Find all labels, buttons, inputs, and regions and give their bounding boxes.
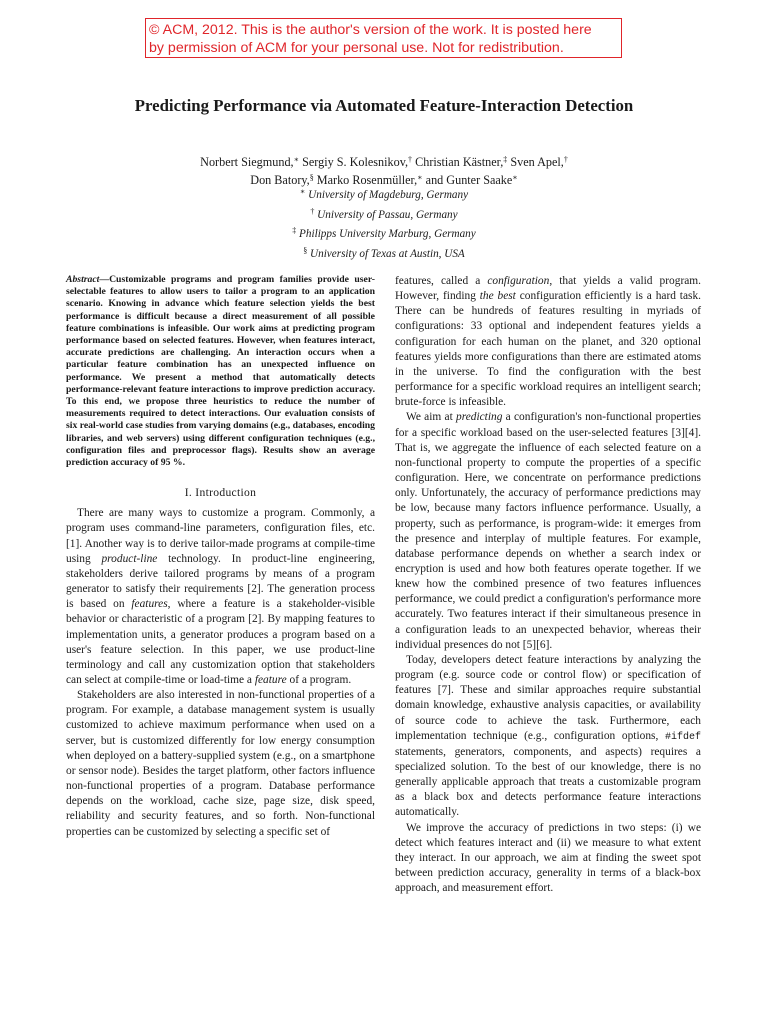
affiliation [0,223,768,243]
emphasis-text: configuration [487,275,550,287]
text-run: a configuration's non-functional properties for a specific workload based on the user-selected features [3][4]. That is, we aggregate the influence of each selected feature on a non-functional property to compute the properties of a specific configuration. Here, we concentrate on performance predictions only. Unfortunately, the accuracy of performance predictions may be low, because many factors influence performance. Usually, a property, such as performance, is program-wide: it emerges from the presence and interplay of multiple features. For example, database performance depends on whether a search index or encryption is used and how both features operate together. If we knew how the combined presence of two features influences performance, we could predict a configuration's performance more accurately. Two features interact if their simultaneous presence in a configuration leads to an unexpected behavior, whereas their individual presences do not [5][6]. [395,411,701,651]
affiliation-text: University of Texas at Austin, USA [310,247,465,260]
affiliation-mark: ∗ [299,187,306,196]
intro-paragraph-2: Stakeholders are also interested in non-functional properties of a program. For example, a database management system is usually customized to achieve maximum performance when used on a server, but is customized differently for low energy consumption when deployed on a battery-supplied system (e.g., on a smartphone or sensor node). Besides the target platform, other factors influence non-functional properties of a program. Database performance depends on the workload, cache size, page size, disk speed, reliability and security features, and so forth. Non-functional properties can be customized by selecting a specific set of [66,689,375,838]
paper-title: Predicting Performance via Automated Feature-Interaction Detection [134,96,634,115]
copyright-notice-line-2: by permission of ACM for your personal use. Not for redistribution. [149,40,564,56]
author-mark: § [309,173,314,182]
affiliation-mark: § [303,245,308,255]
author-name: Marko Rosenmüller, [313,173,418,187]
author-line-1 [0,152,768,170]
intro-paragraph-1 [66,506,375,688]
left-column [66,274,375,840]
affiliation-text: University of Passau, Germany [317,208,458,221]
author-mark: ∗ [293,155,300,164]
text-run: There are many ways to customize a program. Commonly, a program uses command-line parameters, configuration files, etc. [1]. Another way is to derive tailor-made programs at compile-time using [66,507,375,565]
author-block [0,152,768,188]
author-name: Sergiy S. Kolesnikov, [299,155,409,169]
affiliation-block [0,184,768,262]
intro-paragraph-5 [395,653,701,821]
text-run: of a program. [286,673,352,686]
author-name: and Gunter Saake [422,173,513,187]
author-name: Norbert Siegmund, [200,155,294,169]
section-heading-introduction: I. Introduction [184,486,257,500]
emphasis-text: the best [479,290,516,303]
copyright-notice-box [145,18,622,58]
text-run: technology. In product-line engineering, stakeholders derive tailored programs by means of a program generator to satisfy their requirements [2]. The generation process is based on [66,552,375,611]
text-run: , where a feature is a stakeholder-visible behavior or characteristic of a program [2]. By mapping features to implementation units, a generator produces a program based on a user's feature selection. In this paper, we use product-line terminology and call any customization option that stakeholders can select at compile-time or load-time a [66,598,375,686]
code-text: #ifdef [664,731,701,743]
author-mark: ∗ [512,173,518,182]
affiliation-text: Philipps University Marburg, Germany [299,228,476,240]
emphasis-text: feature [254,673,287,686]
abstract [66,274,375,469]
intro-paragraph-3 [395,274,701,410]
author-mark: ‡ [503,155,508,164]
affiliation-mark: † [310,206,315,216]
author-name: Christian Kästner, [412,155,504,169]
author-name: Don Batory, [250,173,310,187]
text-run: statements, generators, components, and aspects) requires a specialized solution. To the best of our knowledge, there is no generally applicable approach that treats a customizable program as a black box and detects performance feature interactions automatically. [395,745,701,819]
emphasis-text: predicting [456,411,503,424]
text-run: configuration efficiently is a hard task. There can be hundreds of features resulting in myriads of configurations: 33 optional and independent features yields a configuration for each human on the planet, and 320 optional features yields more configurations than there are estimated atoms in the universe. To find the configuration with the best performance for a specific workload requires an intelligent search; brute-force is infeasible. [395,290,701,409]
author-mark: † [408,155,413,164]
text-run: , that yields a valid program. However, finding [395,275,701,303]
author-mark: † [563,155,568,164]
text-run: We aim at [406,411,456,424]
text-run: features, called a [395,275,488,287]
affiliation-text: University of Magdeburg, Germany [308,189,469,201]
affiliation [0,184,768,204]
right-column [395,274,701,896]
abstract-label: Abstract [66,274,100,285]
author-name: Sven Apel, [507,155,564,169]
abstract-text: —Customizable programs and program families provide user-selectable features to allow users to tailor a program to an application scenario. Knowing in advance which feature selection yields the best performance is difficult because a direct measurement of all possible feature combinations is infeasible. Our work aims at predicting program performance based on selected features. However, when features interact, accurate predictions are challenging. An interaction occurs when a particular feature combination has an unexpected influence on performance. We present a method that automatically detects performance-relevant feature interactions to improve prediction accuracy. To this end, we propose three heuristics to reduce the number of measurements required to detect interactions. Our evaluation consists of six real-world case studies from varying domains (e.g., databases, encoding libraries, and web servers) using different configuration techniques (e.g., configuration files and preprocessor flags). Results show an average prediction accuracy of 95 %. [66,274,375,469]
emphasis-text: features [131,598,168,611]
intro-paragraph-4 [395,410,701,653]
intro-paragraph-6: We improve the accuracy of predictions in two steps: (i) we detect which features interact and (ii) we measure to what extent they interact. In our approach, we aim at finding the sweet spot between prediction accuracy, generality in terms of a black-box approach, and measurement effort. [395,821,701,895]
copyright-notice-line-1: © ACM, 2012. This is the author's version of the work. It is posted here [149,22,592,38]
emphasis-text: product-line [101,552,158,565]
affiliation-mark: ‡ [292,226,297,235]
affiliation [0,243,768,263]
affiliation [0,204,768,224]
text-run: Today, developers detect feature interactions by analyzing the program (e.g. source code or control flow) or specification of features [7]. These and similar approaches require substantial domain knowledge, exhaustive analysis capacities, or availability of source code to achieve the task. Furthermore, each implementation technique (e.g., configuration options, [395,653,701,742]
author-mark: ∗ [417,173,423,182]
